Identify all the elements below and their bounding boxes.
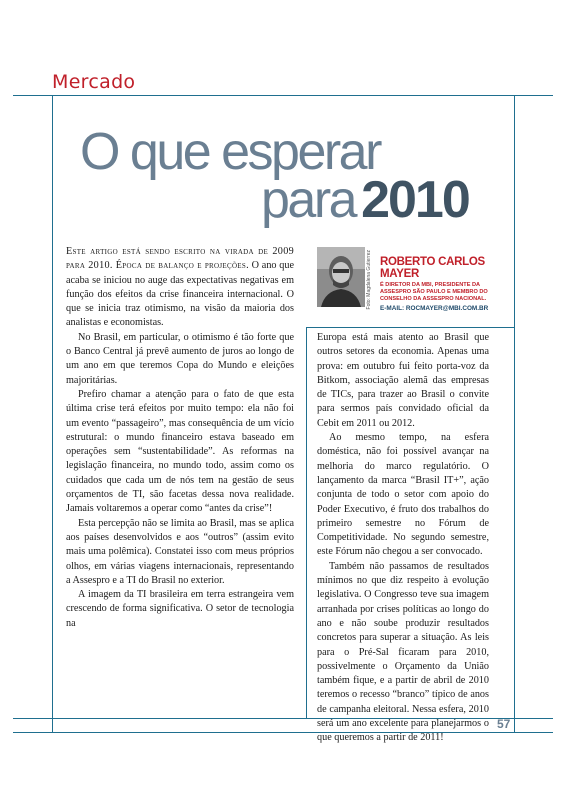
paragraph-text: O ano que acaba se iniciou no auge das expectativas negativas em função dos efeitos da crise financeira internacional. O que se inicia traz otimismo, na visão da maioria dos analistas e economistas.	[66, 260, 294, 329]
section-label: Mercado	[52, 71, 136, 93]
author-portrait-image	[317, 247, 365, 307]
author-email: E-MAIL: ROCMAYER@MBI.COM.BR	[380, 305, 489, 312]
title-line-1: O que esperar	[80, 123, 380, 181]
paragraph: A imagem da TI brasileira em terra estrangeira vem crescendo de forma significativa. O setor de tecnologia na	[66, 589, 294, 629]
paragraph: Esta percepção não se limita ao Brasil, mas se aplica aos países desenvolvidos e aos “outros” (assim evito mais uma polêmica). Constatei isso com meus próprios olhos, em várias viagens internacionais, representando a Assespro e a TI do Brasil no exterior.	[66, 517, 294, 586]
photo-credit: Foto: Magdalena Gutierrez	[366, 250, 372, 310]
paragraph: Ao mesmo tempo, na esfera doméstica, não foi possível avançar na melhoria do marco regulatório. O lançamento da marca “Brasil IT+”, ação conjunta de todo o setor com apoio do Poder Executivo, é fruto dos trabalhos do primeiro semestre no Fórum de Competitividade. No segundo semestre, este Fórum não chegou a ser convocado.	[317, 432, 489, 558]
top-rule	[13, 95, 553, 96]
paragraph: Também não passamos de resultados mínimos no que diz respeito à evolução legislativa. O Congresso teve sua imagem arranhada por crises políticas ao longo do ano e não soube produzir resultados concretos para superar a situação. As leis para o Pré-Sal ficaram para 2010, possivelmente o Orçamento da União também fique, e a partir de abril de 2010 teremos o recesso “branco” típico de anos de campanha eleitoral. Nessa esfera, 2010 será um ano excelente para planejarmos o que queremos a partir de 2011!	[317, 560, 489, 744]
title-year: 2010	[361, 171, 469, 229]
column-divider	[306, 327, 307, 719]
title-para: para	[261, 171, 356, 229]
page-number: 57	[497, 717, 511, 731]
author-role: É DIRETOR DA MBI, PRESIDENTE DA ASSESPRO SÃO PAULO E MEMBRO DO CONSELHO DA ASSESPRO NACIONAL.	[380, 282, 488, 302]
author-box	[380, 256, 510, 312]
author-photo	[317, 247, 365, 307]
paragraph: No Brasil, em particular, o otimismo é tão forte que o Banco Central já prevê aumento de juros ao longo de um ano em que teremos Copa do Mundo e eleições majoritárias.	[66, 331, 294, 386]
right-vertical-rule	[514, 95, 515, 732]
lead-in: Este artigo está sendo escrito na virada de 2009 para 2010. Época de balanço e projeções.	[66, 246, 294, 272]
article-column-2	[317, 331, 489, 746]
paragraph: Europa está mais atento ao Brasil que outros setores da economia. Apenas uma prova: em outubro fui feito porta-voz da Bitkom, associação alemã das empresas de TICs, para trazer ao Brasil o convite para sermos país convidado oficial da Cebit em 2011 ou 2012.	[317, 332, 489, 429]
paragraph	[66, 245, 294, 331]
title-line-2	[80, 171, 500, 229]
article-column-1	[66, 245, 294, 631]
page-title	[80, 123, 500, 229]
author-name: ROBERTO CARLOS MAYER	[380, 256, 485, 280]
paragraph: Prefiro chamar a atenção para o fato de que esta última crise terá efeitos por muito tempo: ela não foi um evento “passageiro”, mas consequência de um vício estrutural: o mundo financeiro estava baseado em operações sem “sustentabilidade”. As reformas na legislação financeira, no mundo todo, assim como os cuidados que cada um de nós tem na gestão de seus orçamentos de TI, são facetas dessa nova realidade. Jamais voltaremos a operar como “antes da crise”!	[66, 388, 294, 515]
left-vertical-rule	[52, 95, 53, 732]
author-rule	[306, 327, 514, 328]
